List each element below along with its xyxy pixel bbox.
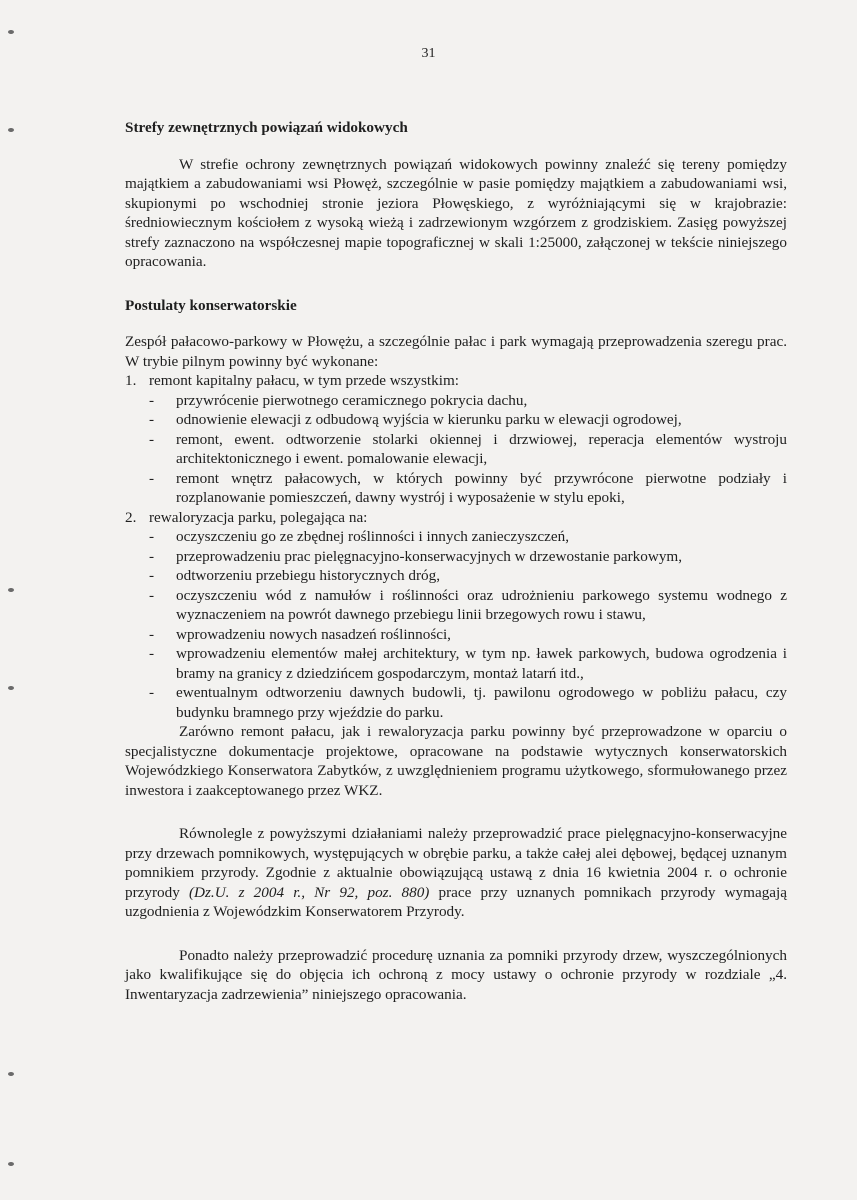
sub-list-item-text: przywrócenie pierwotnego ceramicznego pokrycia dachu, [176,391,528,409]
sub-list-item [125,430,787,469]
dash: - [149,391,155,409]
sub-list-item [125,683,787,722]
binding-hole-mark [8,686,14,690]
list-item-label: rewaloryzacja parku, polegająca na: [149,508,368,526]
page-content [125,118,787,1004]
sub-list-item-text: remont wnętrz pałacowych, w których powinny być przywrócone pierwotne podziały i rozplanowanie pomieszczeń, dawny wystrój i wyposażenie w stylu epoki, [176,469,787,506]
dash: - [149,625,155,643]
paragraph-intro: Zespół pałacowo-parkowy w Płowężu, a szczególnie pałac i park wymagają przeprowadzenia szeregu prac. W trybie pilnym powinny być wykonane: [125,333,787,370]
sub-list-item [125,391,787,411]
list-item-label: remont kapitalny pałacu, w tym przede wszystkim: [149,372,459,389]
page-number: 31 [421,46,436,61]
legal-citation: (Dz.U. z 2004 r., Nr 92, poz. 880) [188,883,430,901]
sub-list-item-text: oczyszczeniu wód z namułów i roślinności oraz udrożnieniu parkowego systemu wodnego z wyznaczeniem na powrót dawnego przebiegu linii brzegowych rowu i stawu, [176,586,787,623]
sub-list-item [125,566,787,586]
sub-list-item-text: wprowadzeniu elementów małej architektury, w tym np. ławek parkowych, budowa ogrodzenia i bramy na granicy z dziedzińcem gospodarczym, montaż latarń itd., [176,645,787,682]
dash: - [149,469,155,487]
paragraph-monument-trees [125,824,787,922]
sub-list-item-text: odnowienie elewacji z odbudową wyjścia w kierunku parku w elewacji ogrodowej, [176,411,682,428]
dash: - [149,430,155,448]
sub-list-item-text: odtworzeniu przebiegu historycznych dróg, [176,567,441,584]
works-list [125,371,787,722]
section-heading-viewshed: Strefy zewnętrznych powiązań widokowych [125,119,408,136]
dash: - [149,684,155,701]
dash: - [149,547,155,565]
list-number: 2. [125,508,137,526]
dash: - [149,411,155,428]
paragraph-documentation: Zarówno remont pałacu, jak i rewaloryzacja parku powinny być przeprowadzone w oparciu o specjalistyczne dokumentacje projektowe, opracowane na podstawie wytycznych konserwatorskich Wojewódzkiego Konserwatora Zabytków, z uwzględnieniem programu użytkowego, sformułowanego przez inwestora i zaakceptowanego przez WKZ. [125,723,787,799]
sub-list-item-text: remont, ewent. odtworzenie stolarki okiennej i drzwiowej, reperacja elementów wystroju architektonicznego i ewent. pomalowanie elewacji, [176,430,787,467]
binding-hole-mark [8,1072,14,1076]
binding-hole-mark [8,588,14,592]
sub-list-item-text: przeprowadzeniu prac pielęgnacyjno-konserwacyjnych w drzewostanie parkowym, [176,547,683,565]
section-heading-postulates: Postulaty konserwatorskie [125,296,297,314]
sub-list-item [125,625,787,645]
paragraph-procedure: Ponadto należy przeprowadzić procedurę uznania za pomniki przyrody drzew, wyszczególnionych jako kwalifikujące się do objęcia ich ochroną z mocy ustawy o ochronie przyrody w rozdziale „4. Inwentaryzacja zadrzewienia” niniejszego opracowania. [125,946,787,1003]
sub-list-item [125,527,787,547]
sub-list-item [125,547,787,567]
sub-list-item-text: ewentualnym odtworzeniu dawnych budowli, tj. pawilonu ogrodowego w pobliżu pałacu, czy budynku bramnego przy wjeździe do parku. [176,684,787,721]
paragraph-text: prace przy uznanych pomnikach przyrody wymagają uzgodnienia z Wojewódzkim Konserwatorem Przyrody. [125,883,787,920]
sub-list [125,527,787,722]
binding-hole-mark [8,30,14,34]
list-item [125,371,787,508]
sub-list-item [125,410,787,430]
binding-hole-mark [8,128,14,132]
sub-list [125,391,787,508]
sub-list-item-text: oczyszczeniu go ze zbędnej roślinności i innych zanieczyszczeń, [176,528,570,545]
dash: - [149,645,155,662]
list-number: 1. [125,372,137,389]
dash: - [149,528,155,545]
list-item [125,508,787,723]
sub-list-item-text: wprowadzeniu nowych nasadzeń roślinności, [176,625,451,643]
paragraph-viewshed: W strefie ochrony zewnętrznych powiązań widokowych powinny znaleźć się tereny pomiędzy majątkiem a zabudowaniami wsi Płowęż, szczególnie w pasie pomiędzy majątkiem a zabudowaniami wsi, skupionymi po wschodniej stronie jeziora Płowęskiego, z wyróżniającymi się w krajobrazie: średniowiecznym kościołem z wysoką wieżą i zadrzewionym wzgórzem z grodziskiem. Zasięg powyższej strefy zaznaczono na współczesnej mapie topograficznej w skali 1:25000, załączonej w tekście niniejszego opracowania. [125,155,787,270]
sub-list-item [125,644,787,683]
dash: - [149,567,155,584]
binding-hole-mark [8,1162,14,1166]
sub-list-item [125,469,787,508]
paragraph-text: Równolegle z powyższymi działaniami należy przeprowadzić prace pielęgnacyjno-konserwacyjne przy drzewach pomnikowych, występujących w obrębie parku, a także całej alei dębowej, będącej uznanym pomnikiem przyrody. Zgodnie z aktualnie obowiązującą ustawą z dnia 16 kwietnia 2004 r. o ochronie przyrody [125,825,787,901]
dash: - [149,586,155,604]
sub-list-item [125,586,787,625]
